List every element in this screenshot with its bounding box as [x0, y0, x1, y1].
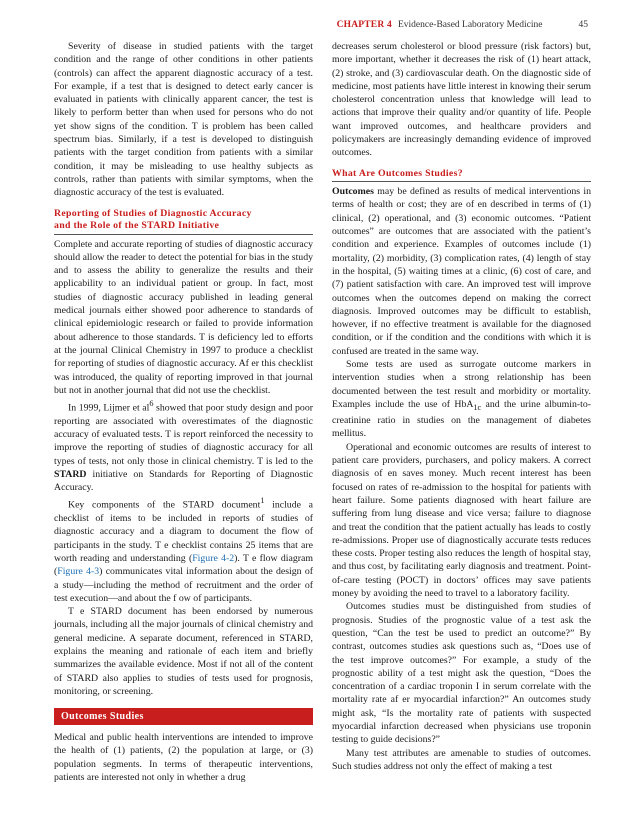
- chapter-title: Evidence-Based Laboratory Medicine: [397, 20, 543, 30]
- paragraph-reporting: Complete and accurate reporting of studies of diagnostic accuracy should allow the reader to detect the potential for bias in the study and to assess the ability to generalize the results and their applicability to an individual patient or group. In fact, most studies of diagnostic accuracy published in leading general medical journals either showed poor adherence to standards of clinical epidemiologic research or failed to provide information about adherence to those standards. T is deficiency led to efforts at the journal Clinical Chemistry in 1997 to produce a checklist for reporting of studies of diagnostic accuracy. Af er this checklist was introduced, the quality of reporting improved in that journal but not in another journal that did not use the checklist.: [54, 238, 314, 396]
- paragraph-surrogate-markers: Some tests are used as surrogate outcome markers in intervention studies when a strong relationship has been documented between the test result and morbidity or mortality. Examples include the use of HbA$_{1c}$ and the urine albumin-to-creatinine ratio in studies on the management of diabetes mellitus.: [332, 359, 592, 440]
- hba1c-subscript: 1c: [473, 402, 482, 412]
- paragraph-key-components: Key components of the STARD document$^1$ include a checklist of items to be included in reports of studies of diagnostic accuracy and a diagram to document the flow of participants in the study. T e checklist contains 25 items that are worth reading and understanding (Figure 4-2). T e flow diagram (Figure 4-3) communicates vital information about the design of a study—including the method of recruitment and the order of test execution—and about the f ow of participants.: [54, 496, 313, 604]
- paragraph-prognosis: Outcomes studies must be distinguished from studies of prognosis. Studies of the prognostic value of a test ask the question, “Can the test be used to predict an outcome?” By contrast, outcomes studies ask questions such as, “Does use of the test improve outcomes?” For example, a study of the prognostic ability of a test might ask the question, “Does the concentration of a cardiac troponin I in serum correlate with the mortality rate af er myocardial infarction?” An outcomes study might ask, “Is the mortality rate of patients with suspected myocardial infarction decreased when physicians use troponin testing to guide decisions?”: [332, 601, 591, 746]
- right-column: [332, 40, 591, 773]
- paragraph-lijmer: In 1999, Lijmer et $al^6$ showed that poor study design and poor reporting are associated with overestimates of the diagnostic accuracy of evaluated tests. T is report reinforced the necessity to improve the reporting of studies of diagnostic accuracy for all types of tests, not only those in clinical chemistry. T is led to the STARD initiative on Standards for Reporting of Diagnostic Accuracy.: [54, 399, 313, 494]
- heading-stard: [54, 208, 313, 235]
- figure-4-2-link[interactable]: Figure 4-2: [192, 552, 235, 564]
- figure-4-3-link[interactable]: Figure 4-3: [57, 566, 100, 578]
- heading-stard-line2: and the Role of the STARD Initiative: [54, 220, 220, 232]
- paragraph-operational-economic: Operational and economic outcomes are results of interest to patient care providers, purchasers, and policy makers. A correct diagnosis of en saves money. Much recent interest has been focused on rates of re-admission to the hospital for patients with heart failure. Some patients diagnosed with heart failure are suffering from lung disease and vice versa; failure to diagnose and treat the condition that the patient actually has leads to costly re-admissions. Proper use of diagnostically accurate tests reduces these costs. Proper testing also reduces the length of hospital stay, and thus cost, by facilitating early diagnosis and treatment. Point-of-care testing (POCT) in doctors’ offices may save patients money by avoiding the need to travel to a laboratory facility.: [332, 441, 591, 600]
- left-column: [54, 40, 313, 784]
- page-number: 45: [578, 20, 588, 30]
- paragraph-outcomes-definition: Outcomes may be defined as results of medical interventions in terms of health or cost; they are of en described in terms of (1) clinical, (2) operational, and (3) economic outcomes. “Patient outcomes” are outcomes that are associated with the patient’s condition and experience. Examples of outcomes include (1) mortality, (2) morbidity, (3) complication rates, (4) length of stay in the hospital, (5) waiting times at a clinic, (6) cost of care, and (7) patient satisfaction with care. An improved test will improve outcomes when the outcomes depend on making the correct diagnosis. Improved outcomes may be difficult to establish, however, if no effective treatment is available for the diagnosed condition, or if the condition and the conditions with which it is confused are treated in the same way.: [332, 186, 591, 357]
- stard-term: STARD: [54, 468, 87, 480]
- paragraph-outcomes-interest: decreases serum cholesterol or blood pressure (risk factors) but, more important, whether it decreases the risk of (1) heart attack, (2) stroke, and (3) cardiovascular death. On the diagnostic side of medicine, most patients have little interest in knowing their serum cholesterol concentration unless that knowledge will lead to actions that improve their quality and/or quantity of life. People want improved outcomes, and healthcare providers and policymakers are increasingly demanding evidence of improved outcomes.: [332, 41, 592, 159]
- running-head: [300, 20, 588, 30]
- paragraph-endorsement: T e STARD document has been endorsed by numerous journals, including all the major journals of clinical chemistry and general medicine. A separate document, referenced in STARD, explains the meaning and rationale of each item and briefly summarizes the available evidence. Most if not all of the content of STARD also applies to studies of tests used for prognosis, monitoring, or screening.: [54, 606, 314, 697]
- heading-what-are-outcomes: What Are Outcomes Studies?: [332, 168, 591, 183]
- reference-6: 6: [149, 399, 154, 409]
- chapter-label: CHAPTER 4: [336, 20, 392, 30]
- paragraph-spectrum-bias: Severity of disease in studied patients with the target condition and the range of other conditions in other patients (controls) can affect the apparent diagnostic accuracy of a test. For example, if a test that is designed to detect early cancer is evaluated in patients with clinically apparent cancer, the test is likely to perform better than when used for persons who do not yet show signs of the condition. T is problem has been called spectrum bias. Similarly, if a test is developed to distinguish patients with the target condition from patients with a similar condition, it may be misleading to use healthy subjects as controls, rather than patients with similar symptoms, when the diagnostic accuracy of the test is evaluated.: [54, 41, 313, 199]
- paragraph-interventions: Medical and public health interventions are intended to improve the health of (1) patients, (2) the population at large, or (3) population segments. In terms of therapeutic interventions, patients are interested not only in whether a drug: [54, 732, 313, 784]
- paragraph-test-attributes: Many test attributes are amenable to studies of outcomes. Such studies address not only the effect of making a test: [332, 747, 591, 772]
- outcomes-term: Outcomes: [332, 186, 374, 198]
- heading-stard-line1: Reporting of Studies of Diagnostic Accuracy: [54, 207, 252, 219]
- heading-outcomes-studies: Outcomes Studies: [54, 708, 313, 725]
- reference-1: 1: [260, 496, 265, 506]
